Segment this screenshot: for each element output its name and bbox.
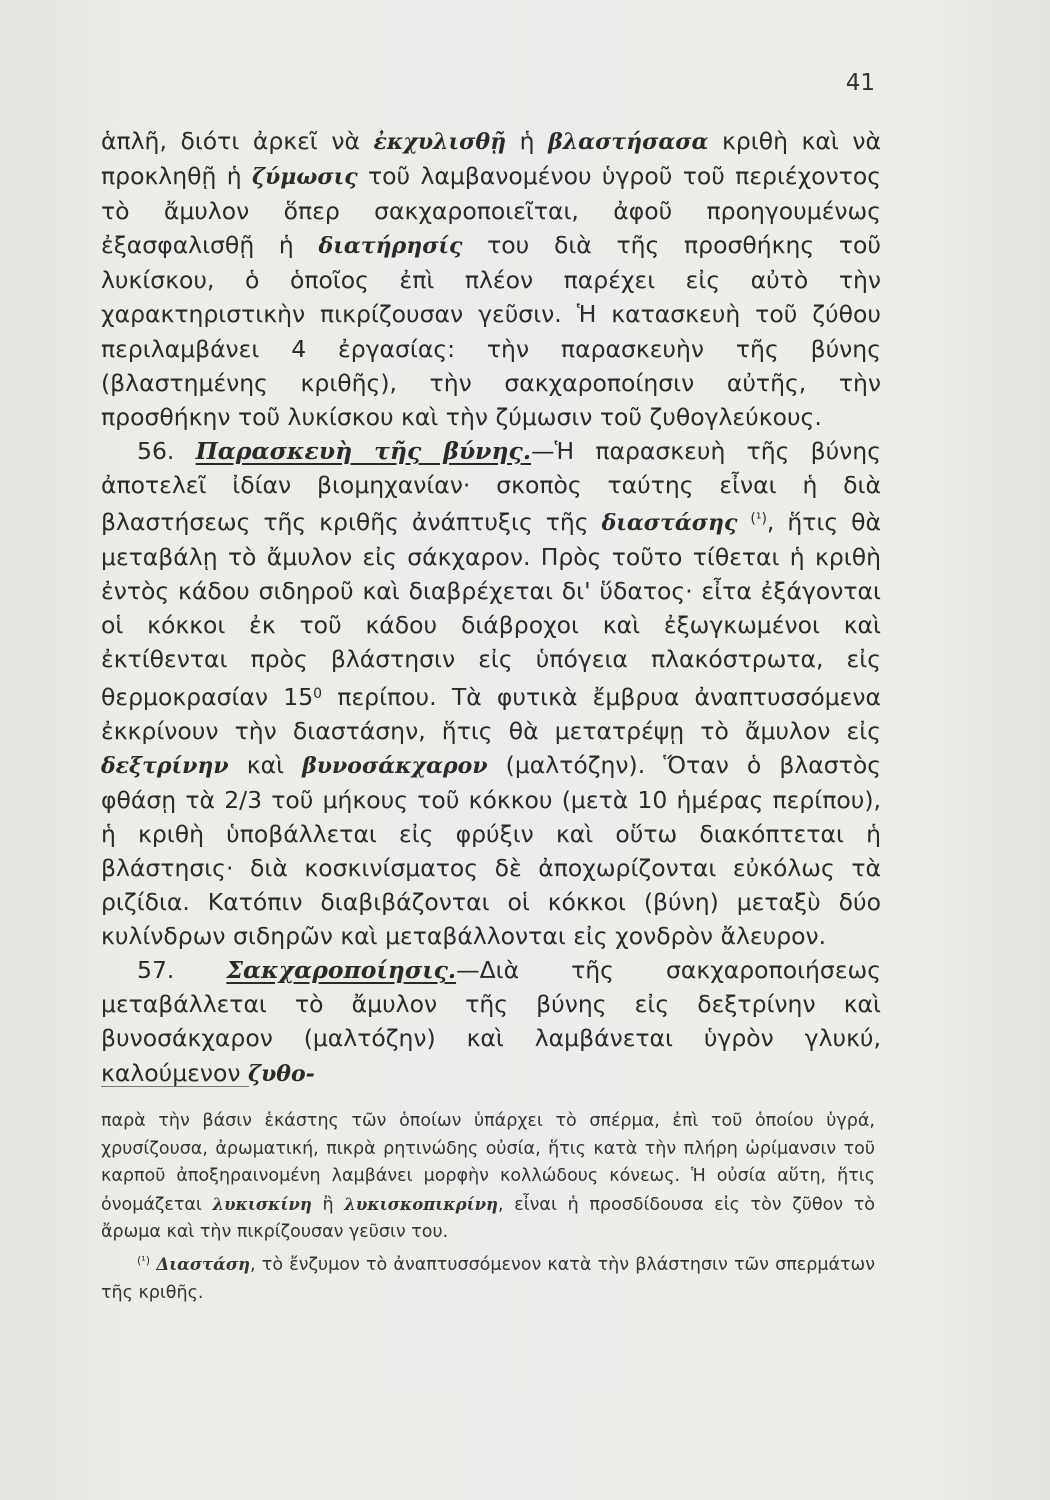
emphasis-term: βλαστήσασα [548, 129, 709, 155]
section-heading: Παρασκευὴ τῆς βύνης. [195, 436, 532, 465]
text-run: ἁπλῆ, διότι ἀρκεῖ νὰ [101, 127, 374, 155]
footnote-1 [101, 1247, 875, 1307]
main-text [101, 124, 881, 1091]
section-number: 57. [137, 956, 227, 985]
text-run: ἡ [506, 127, 549, 155]
emphasis-term: διατήρησίς [318, 233, 463, 260]
emphasis-term: Διαστάση [150, 1254, 251, 1274]
footnotes [101, 1108, 875, 1307]
emphasis-term: λυκισκοπικρίνη [344, 1194, 499, 1214]
text-run: (μαλτόζην). Ὅταν ὁ βλαστὸς φθάσῃ τὰ 2/3 τοῦ μήκους τοῦ κόκκου (μετὰ 10 ἡμέρας περίπου), ἡ κριθὴ ὑποβάλλεται εἰς φρύξιν καὶ οὕτω διακόπτεται ἡ βλάστησις· διὰ κοσκινίσματος δὲ ἀποχωρίζονται εὐκόλως τὰ ριζίδια. Κατόπιν διαβιβάζονται οἱ κόκκοι (βύνη) μεταξὺ δύο κυλίνδρων σιδηρῶν καὶ μεταβάλλονται εἰς χονδρὸν ἄλευρον. [101, 750, 881, 951]
section-heading: Σακχαροποίησις. [226, 956, 457, 985]
text-run: ἢ [311, 1194, 345, 1215]
paragraph-intro [101, 124, 881, 434]
text-run: κριθὴ καὶ νὰ προκληθῇ ἡ [101, 127, 881, 191]
text-run: , τὸ ἔνζυμον τὸ ἀναπτυσσόμενον κατὰ τὴν βλάστησιν τῶν σπερμάτων τῆς κριθῆς. [101, 1254, 875, 1303]
page-number: 41 [845, 70, 875, 96]
text-run: , εἶναι ἡ προσδίδουσα εἰς τὸν ζῦθον τὸ ἄρωμα καὶ τὴν πικρίζουσαν γεῦσιν του. [101, 1194, 875, 1243]
text-run: —Διὰ τῆς σακχαροποιήσεως μεταβάλλεται τὸ ἄμυλον τῆς βύνης εἰς δεξτρίνην καὶ βυνοσάκχαρον (μαλτόζην) καὶ λαμβάνεται ὑγρὸν γλυκύ, καλούμενον [101, 956, 881, 1087]
section-number: 56. [137, 436, 196, 465]
text-run: , ἥτις θὰ μεταβάλῃ τὸ ἄμυλον εἰς σάκχαρον. Πρὸς τοῦτο τίθεται ἡ κριθὴ ἐντὸς κάδου σιδηροῦ καὶ διαβρέχεται δι' ὕδατος· εἶτα ἐξάγονται οἱ κόκκοι ἐκ τοῦ κάδου διάβροχοι καὶ ἐξωγκωμένοι καὶ ἐκτίθενται πρὸς βλάστησιν εἰς ὑπόγεια πλακόστρωτα, εἰς θερμοκρασίαν 15 [101, 508, 881, 711]
emphasis-term: ἐκχυλισθῇ [373, 129, 507, 155]
emphasis-term: δεξτρίνην [101, 752, 229, 779]
paragraph-section-57 [101, 953, 881, 1090]
footnote-reference: (¹) [750, 511, 767, 528]
emphasis-term: ζύμωσις [252, 164, 358, 191]
paragraph-section-56 [101, 434, 881, 953]
emphasis-term: διαστάσης [601, 510, 738, 537]
text-run: τοῦ λαμβανομένου ὑγροῦ τοῦ περιέχοντος τὸ ἄμυλον ὅπερ σακχαροποιεῖται, ἀφοῦ προηγουμένως ἐξασφαλισθῇ ἡ [101, 162, 881, 260]
text-run: παρὰ τὴν βάσιν ἑκάστης τῶν ὁποίων ὑπάρχει τὸ σπέρμα, ἐπὶ τοῦ ὁποίου ὑγρά, χρυσίζουσα, ἀρωματική, πικρὰ ρητινώδης οὐσία, ἥτις κατὰ τὴν πλήρη ὡρίμανσιν τοῦ καρποῦ ἀποξηραινομένη λαμβάνει μορφὴν κολλώδους κόνεως. Ἡ οὐσία αὕτη, ἥτις ὀνομάζεται [101, 1111, 875, 1215]
text-run: —Ἡ παρασκευὴ τῆς βύνης ἀποτελεῖ ἰδίαν βιομηχανίαν· σκοπὸς ταύτης εἶναι ἡ διὰ βλαστήσεως τῆς κριθῆς ἀνάπτυξις τῆς [101, 436, 881, 537]
emphasis-term: ζυθο- [247, 1060, 315, 1087]
text-run: του διὰ τῆς προσθήκης τοῦ λυκίσκου, ὁ ὁποῖος ἐπὶ πλέον παρέχει εἰς αὐτὸ τὴν χαρακτηριστικὴν πικρίζουσαν γεῦσιν. Ἡ κατασκευὴ τοῦ ζύθου περιλαμβάνει 4 ἐργασίας: τὴν παρασκευὴν τῆς βύνης (βλαστημένης κριθῆς), τὴν σακχαροποίησιν αὐτῆς, τὴν προσθήκην τοῦ λυκίσκου καὶ τὴν ζύμωσιν τοῦ ζυθογλεύκους. [101, 231, 881, 431]
text-run: καὶ [228, 750, 303, 779]
emphasis-term: βυνοσάκχαρον [302, 752, 488, 779]
emphasis-term: λυκισκίνη [212, 1194, 312, 1214]
footnote-divider [101, 1086, 249, 1087]
text-run: περίπου. Τὰ φυτικὰ ἔμβρυα ἀναπτυσσόμενα ἐκκρίνουν τὴν διαστάσην, ἥτις θὰ μετατρέψῃ τὸ ἄμυλον εἰς [101, 682, 881, 745]
degree-mark: 0 [313, 685, 323, 702]
footnote-mark: (¹) [137, 1253, 150, 1267]
footnote-continued [101, 1108, 875, 1247]
